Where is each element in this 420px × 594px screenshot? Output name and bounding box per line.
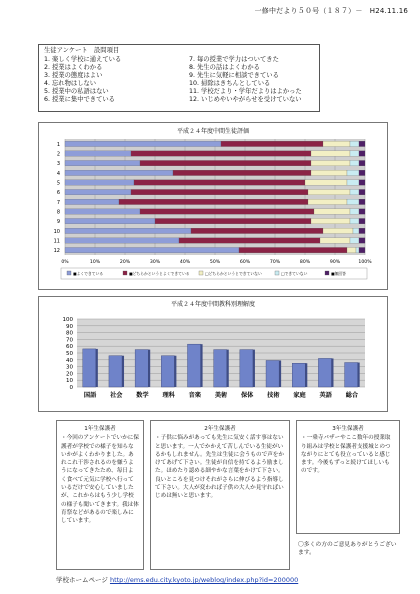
bar-segment xyxy=(359,170,365,175)
footer-label: 学校ホームページ xyxy=(56,576,108,584)
y-tick-label: 4 xyxy=(56,170,60,177)
bar-segment xyxy=(359,151,365,156)
y-tick-label: 40 xyxy=(66,357,73,364)
bar-segment xyxy=(350,189,359,194)
bar-segment xyxy=(359,189,365,194)
survey-item: 9. 先生に気軽に相談できている xyxy=(189,72,279,80)
bar-segment xyxy=(311,170,347,175)
bar-segment xyxy=(311,218,350,223)
bar-segment xyxy=(323,141,350,146)
bar-segment xyxy=(359,199,365,204)
bar-segment xyxy=(305,180,347,185)
closing-message: 〇多くの方のご意見ありがとうございます。 xyxy=(298,542,397,556)
bar-segment xyxy=(311,151,350,156)
legend-label: ■どちらかというとよくできている xyxy=(129,271,190,276)
survey-item: 4. 忘れ物はしない xyxy=(44,80,97,88)
bar-segment xyxy=(65,141,221,146)
x-tick-label: 総合 xyxy=(345,392,359,399)
x-tick-label: 社会 xyxy=(110,392,123,399)
y-tick-label: 70 xyxy=(66,337,73,344)
bar xyxy=(109,356,122,387)
bar xyxy=(345,363,358,387)
subject-understanding-chart-svg xyxy=(39,297,387,411)
bar-segment xyxy=(350,141,359,146)
y-tick-label: 20 xyxy=(66,371,73,378)
x-tick-label: 30% xyxy=(149,260,161,265)
bar-segment xyxy=(359,180,365,185)
x-tick-label: 技術 xyxy=(267,392,280,399)
legend-swatch xyxy=(67,271,71,275)
bar-segment xyxy=(350,209,359,214)
bar-segment xyxy=(359,238,365,243)
bar-segment xyxy=(221,141,323,146)
bar-segment xyxy=(350,238,359,243)
subject-understanding-chart xyxy=(38,296,388,412)
bar xyxy=(266,360,279,387)
bar xyxy=(292,363,305,387)
x-tick-label: 数学 xyxy=(136,392,149,399)
bar-segment xyxy=(359,209,365,214)
y-tick-label: 11 xyxy=(53,238,60,245)
y-tick-label: 60 xyxy=(66,344,73,351)
survey-item: 5. 授業中の私語はない xyxy=(44,88,109,96)
x-tick-label: 20% xyxy=(119,260,131,265)
bar-segment xyxy=(311,160,350,165)
y-tick-label: 80 xyxy=(66,330,73,337)
x-tick-label: 美術 xyxy=(214,392,228,399)
survey-item: 11. 学校だより・学年だよりはよかった xyxy=(189,88,302,96)
x-tick-label: 英語 xyxy=(319,392,332,399)
note-grade3 xyxy=(296,420,400,534)
bar xyxy=(161,356,174,387)
note-text: ・一乗寺バザーやここ数年の授業取り組みは学校と保護者支援城とのつながりにとても役立っていると感じます。今後もずっと続けてほしいものです。 xyxy=(301,435,391,475)
legend-label: □できていない xyxy=(281,271,308,276)
x-tick-label: 国語 xyxy=(83,392,97,399)
homepage-link[interactable]: http://ems.edu.city.kyoto.jp/weblog/index.php?id=200000 xyxy=(109,576,299,584)
y-tick-label: 100 xyxy=(62,317,73,323)
survey-item: 2. 授業はよくわかる xyxy=(44,64,103,72)
bar-segment xyxy=(239,247,347,252)
footer xyxy=(56,575,298,584)
bar-segment xyxy=(65,218,155,223)
bar-segment xyxy=(65,199,119,204)
note-text: ・子供に悩みがあっても先生に気安く話す事はないと思います。一人でかかえて苦しんでいる生徒がいるかもしれません。先生は生徒に会うもので声をかけてあげて下さい。生徒が自信を持てるよう励ました。ほめたり認める細やかな言葉をかけて下さい。良いところを見つけそれがさらに伸びるよう指導して下さい。大人が変われば子供の大人か見守ればいじめは無いと思います。 xyxy=(155,435,284,500)
bar-segment xyxy=(347,170,359,175)
x-tick-label: 90% xyxy=(329,260,341,265)
bar-segment xyxy=(308,199,347,204)
y-tick-label: 10 xyxy=(66,378,73,385)
bar-segment xyxy=(323,228,353,233)
note-title: 1年生保護者 xyxy=(84,426,116,432)
survey-item: 10. 掃除はきちんとしている xyxy=(189,80,271,88)
bar-segment xyxy=(65,160,140,165)
bar-segment xyxy=(173,170,311,175)
student-evaluation-chart xyxy=(38,122,388,290)
bar-segment xyxy=(155,218,311,223)
survey-item: 1. 楽しく学校に通えている xyxy=(44,56,122,63)
bar-segment xyxy=(359,247,365,252)
legend-swatch xyxy=(199,271,203,275)
newsletter-header: 一修中だより５０号（１８７）－ H24.11.16 xyxy=(254,7,408,15)
y-tick-label: 30 xyxy=(66,364,73,371)
bar-segment xyxy=(65,247,239,252)
x-tick-label: 100% xyxy=(358,260,372,265)
y-tick-label: 3 xyxy=(56,161,60,168)
y-tick-label: 2 xyxy=(56,151,60,158)
x-tick-label: 50% xyxy=(209,260,221,265)
y-tick-label: 6 xyxy=(56,190,60,197)
bar-segment xyxy=(320,238,350,243)
y-tick-label: 7 xyxy=(56,199,60,206)
y-tick-label: 50 xyxy=(66,351,73,357)
legend-label: □どちらかというとできていない xyxy=(205,271,262,276)
note-grade1 xyxy=(56,420,144,570)
survey-item: 6. 授業に集中できている xyxy=(44,96,115,104)
bar-segment xyxy=(191,228,323,233)
bar xyxy=(187,344,200,387)
chart-title: 平成２４年度中間生徒評価 xyxy=(176,128,250,135)
bar-segment xyxy=(179,238,320,243)
bar-segment xyxy=(65,228,191,233)
bar-segment xyxy=(347,247,356,252)
bar-segment xyxy=(347,180,359,185)
survey-items-box xyxy=(38,44,320,112)
survey-item: 8. 先生の話はよくわかる xyxy=(189,64,260,72)
legend-label: ■よくできている xyxy=(73,271,104,276)
x-tick-label: 40% xyxy=(179,260,191,265)
bar-segment xyxy=(65,209,140,214)
legend-label: ■無回答 xyxy=(331,271,346,276)
x-tick-label: 0% xyxy=(61,260,69,265)
bar-segment xyxy=(359,218,365,223)
y-tick-label: 90 xyxy=(66,323,73,330)
survey-item: 7. 毎の授業で学力はついてきた xyxy=(189,56,279,63)
x-tick-label: 70% xyxy=(269,260,281,265)
bar-segment xyxy=(350,218,359,223)
survey-items-left xyxy=(44,56,121,105)
survey-title: 生徒アンケート 設問項目 xyxy=(44,47,120,54)
bar xyxy=(83,349,96,387)
bar-segment xyxy=(65,238,179,243)
bar-segment xyxy=(131,189,308,194)
x-tick-label: 音楽 xyxy=(188,392,202,399)
bar-segment xyxy=(356,247,359,252)
bar-segment xyxy=(119,199,308,204)
survey-item: 3. 授業の態度はよい xyxy=(44,72,103,80)
bar-segment xyxy=(140,160,311,165)
bar xyxy=(214,350,227,387)
survey-items-right xyxy=(189,56,302,105)
bar-segment xyxy=(350,160,359,165)
bar-segment xyxy=(353,228,359,233)
y-tick-label: 8 xyxy=(56,209,60,216)
y-tick-label: 10 xyxy=(53,228,60,235)
bar xyxy=(318,358,331,387)
bar-segment xyxy=(359,160,365,165)
bar-segment xyxy=(308,189,350,194)
y-tick-label: 12 xyxy=(53,248,60,255)
note-grade2 xyxy=(150,420,290,570)
bar-segment xyxy=(140,209,314,214)
bar-segment xyxy=(134,180,305,185)
bar-segment xyxy=(131,151,311,156)
y-tick-label: 0 xyxy=(69,385,73,391)
legend-swatch xyxy=(325,271,329,275)
bar-segment xyxy=(359,141,365,146)
y-tick-label: 1 xyxy=(56,141,60,148)
bar-segment xyxy=(65,151,131,156)
student-evaluation-chart-svg xyxy=(39,123,387,289)
survey-item: 12. いじめやいやがらせを受けていない xyxy=(189,96,302,104)
bar-segment xyxy=(65,180,134,185)
bar-segment xyxy=(347,199,359,204)
bar xyxy=(240,350,253,387)
chart-title: 平成２４年度中間教科別理解度 xyxy=(170,301,256,308)
bar-segment xyxy=(65,170,173,175)
y-tick-label: 5 xyxy=(56,180,60,187)
legend-swatch xyxy=(275,271,279,275)
bar-segment xyxy=(65,189,131,194)
legend-swatch xyxy=(123,271,127,275)
bar-segment xyxy=(359,228,365,233)
bar-segment xyxy=(314,209,350,214)
bar xyxy=(135,350,148,387)
x-tick-label: 60% xyxy=(239,260,251,265)
bar-segment xyxy=(350,151,359,156)
x-tick-label: 理科 xyxy=(162,392,175,399)
note-title: 2年生保護者 xyxy=(204,426,236,432)
note-text: ・今回のアンケートでいかに保護者が学校での様子を知らないかがよくわかりました。あれこれ干渉されるのを嫌うようになってきたため、毎日よく食べて元気に学校へ行っているだけで安心していましたが、これからはもう少し学校の様子も聞いてきます。我は体育祭などがあるので楽しみにしています。 xyxy=(61,435,139,525)
x-tick-label: 保体 xyxy=(240,392,254,399)
x-tick-label: 80% xyxy=(299,260,311,265)
x-tick-label: 家庭 xyxy=(293,392,306,399)
x-tick-label: 10% xyxy=(89,260,101,265)
note-title: 3年生保護者 xyxy=(332,426,364,432)
y-tick-label: 9 xyxy=(56,219,60,226)
